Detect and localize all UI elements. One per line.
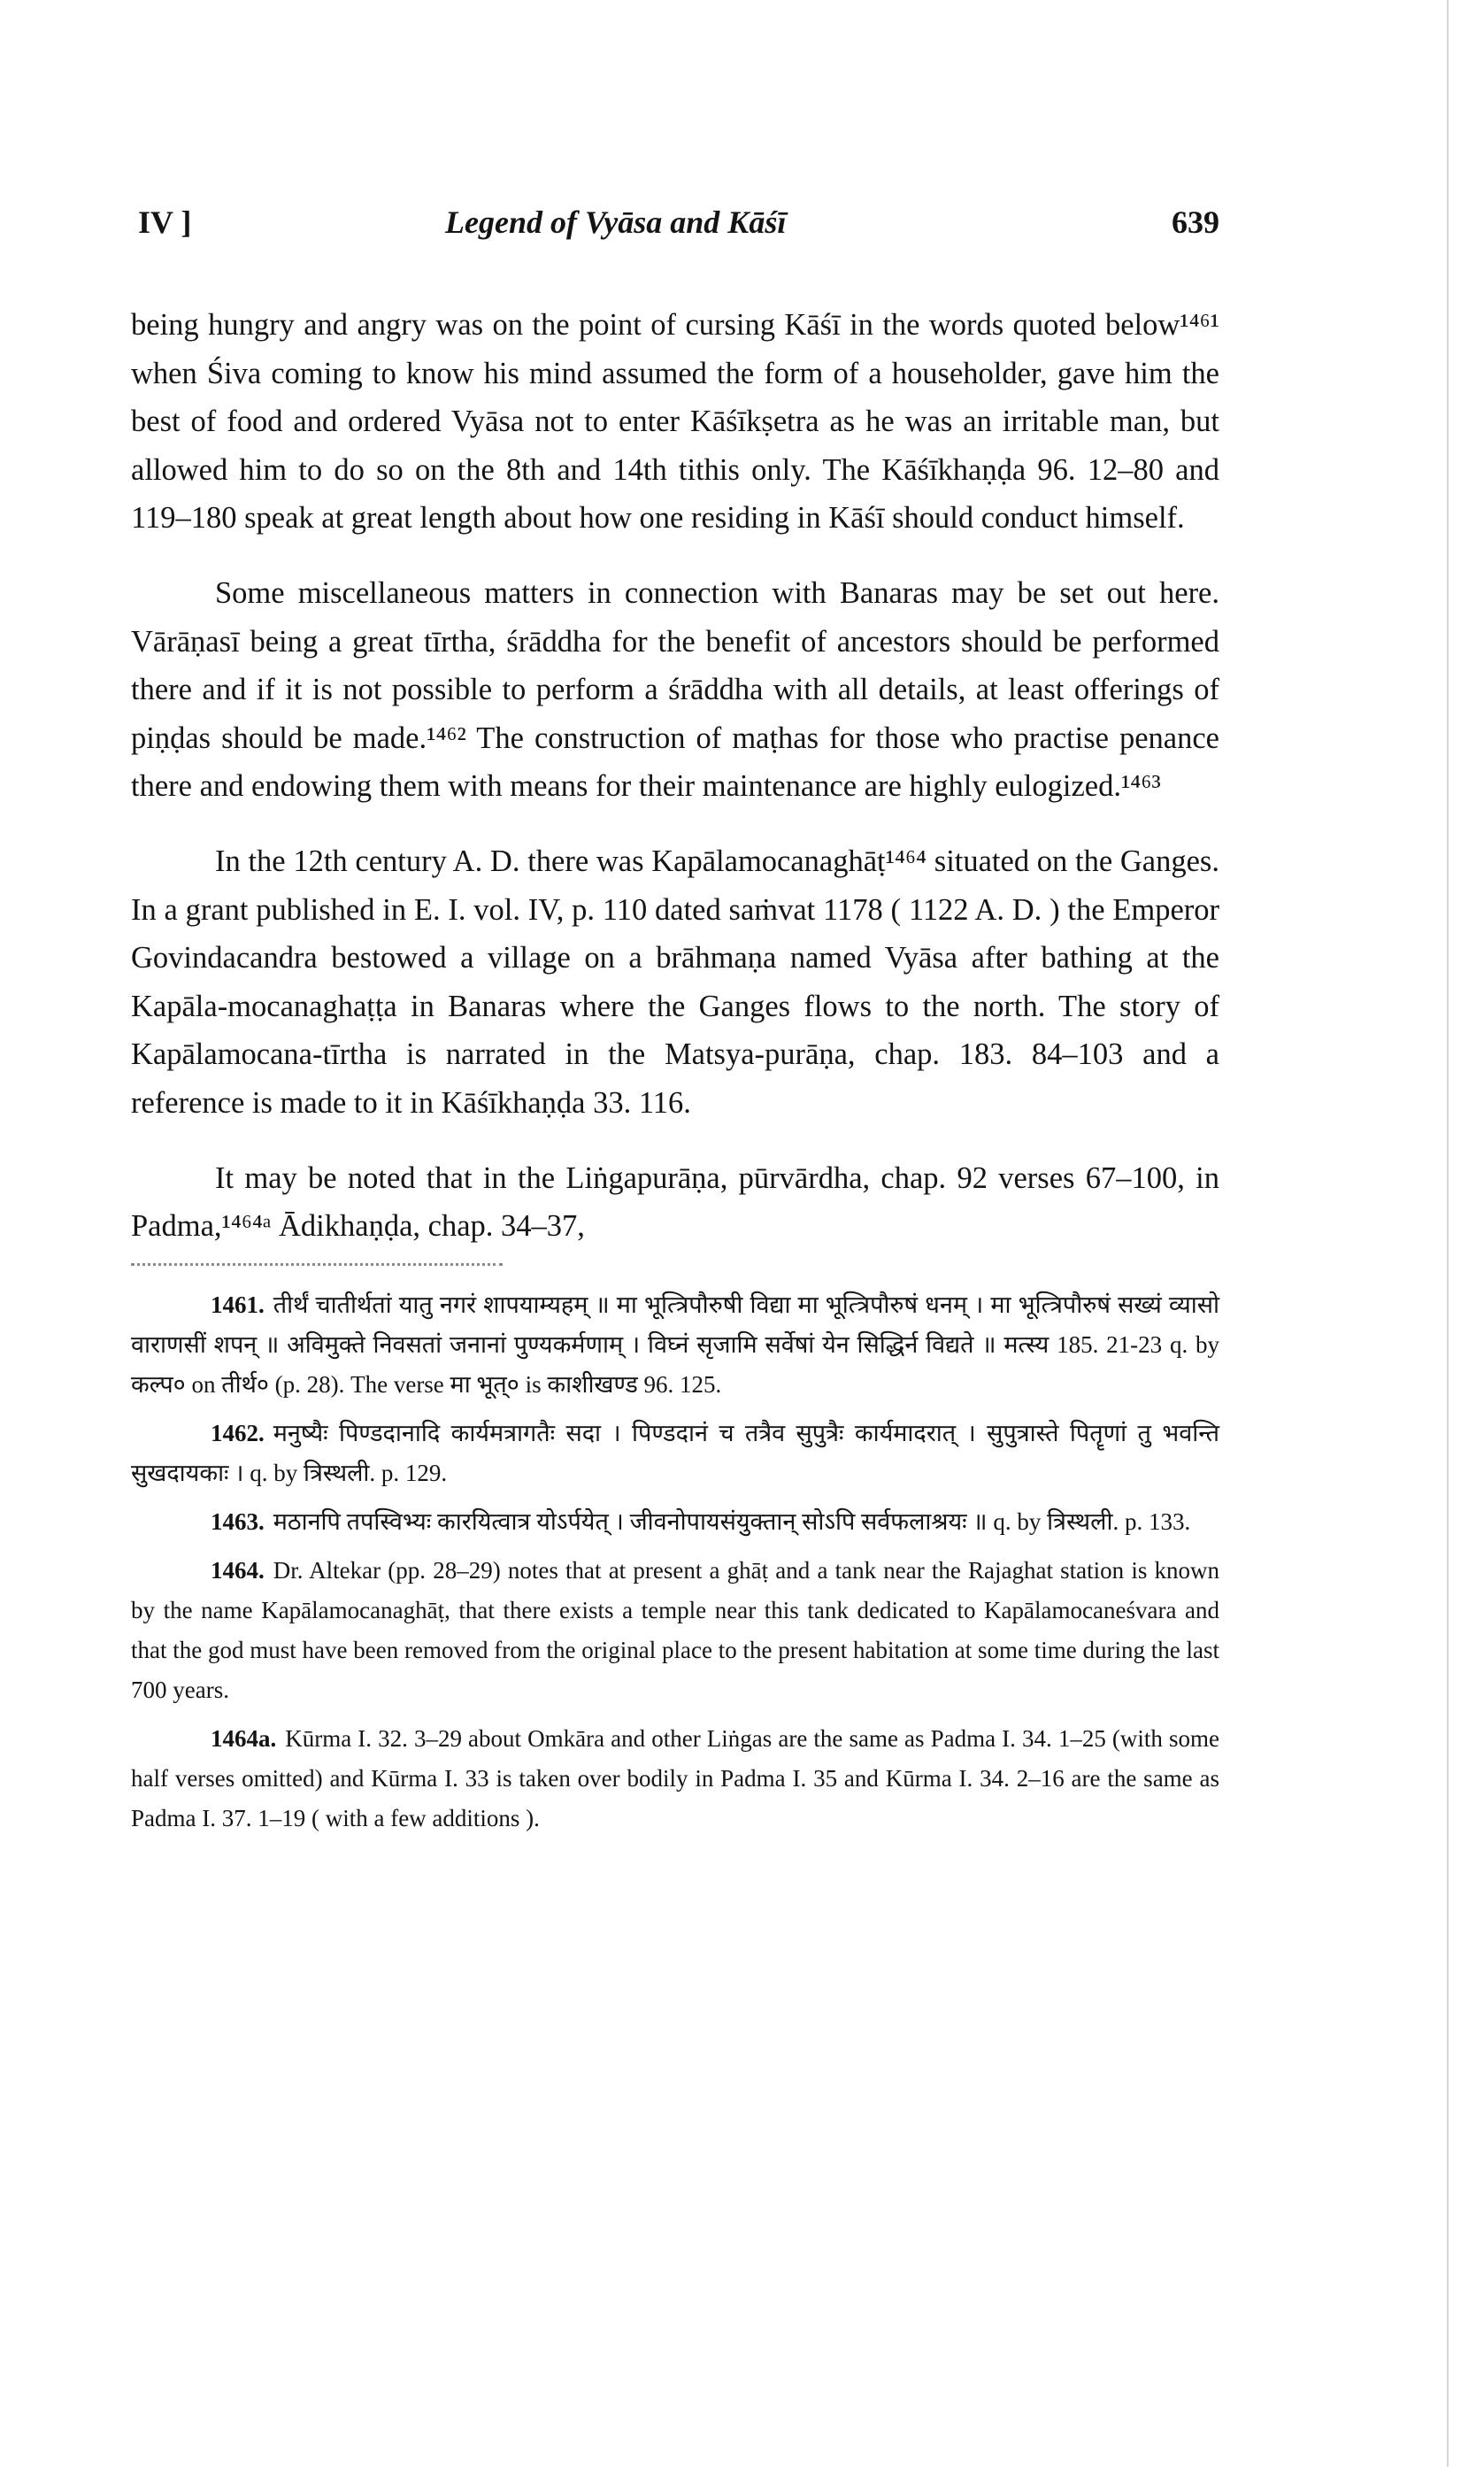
footnote-number: 1461. <box>211 1291 265 1318</box>
main-text <box>131 301 1219 1251</box>
footnote-text: मनुष्यैः पिण्डदानादि कार्यमत्रागतैः सदा । पिण्डदानं च तत्रैव सुपुत्रैः कार्यमादरात् । सुपुत्रास्ते पितॄणां तु भवन्ति सुखदायकाः । q. by त्रिस्थली. p. 129. <box>131 1419 1219 1486</box>
footnote <box>131 1285 1219 1405</box>
footnote-divider <box>131 1254 503 1266</box>
footnote <box>131 1719 1219 1839</box>
running-header <box>131 204 1219 257</box>
running-title: Legend of Vyāsa and Kāśī <box>445 204 787 240</box>
footnote-text: Kūrma I. 32. 3–29 about Omkāra and other Liṅgas are the same as Padma I. 34. 1–25 (with some half verses omitted) and Kūrma I. 33 is taken over bodily in Padma I. 35 and Kūrma I. 34. 2–16 are the same as Padma I. 37. 1–19 ( with a few additions ). <box>131 1724 1219 1831</box>
paragraph: being hungry and angry was on the point of cursing Kāśī in the words quoted below¹⁴⁶¹ when Śiva coming to know his mind assumed the form of a householder, gave him the best of food and ordered Vyāsa not to enter Kāśīkṣetra as he was an irritable man, but allowed him to do so on the 8th and 14th tithis only. The Kāśīkhaṇḍa 96. 12–80 and 119–180 speak at great length about how one residing in Kāśī should conduct himself. <box>131 308 1219 536</box>
paragraph: In the 12th century A. D. there was Kapālamocanaghāṭ¹⁴⁶⁴ situated on the Ganges. In a grant published in E. I. vol. IV, p. 110 dated saṁvat 1178 ( 1122 A. D. ) the Emperor Govindacandra bestowed a village on a brāhmaṇa named Vyāsa after bathing at the Kapāla-mocanaghaṭṭa in Banaras where the Ganges flows to the north. The story of Kapālamocana-tīrtha is narrated in the Matsya-purāṇa, chap. 183. 84–103 and a reference is made to it in Kāśīkhaṇḍa 33. 116. <box>131 844 1219 1120</box>
footnotes <box>131 1285 1219 1839</box>
scan-edge-line <box>1447 0 1449 2467</box>
paragraph: It may be noted that in the Liṅgapurāṇa, pūrvārdha, chap. 92 verses 67–100, in Padma,¹⁴⁶⁴ᵃ Ādikhaṇḍa, chap. 34–37, <box>131 1160 1219 1244</box>
footnote-number: 1463. <box>211 1507 265 1535</box>
footnote <box>131 1551 1219 1710</box>
footnote-number: 1464a. <box>211 1724 277 1752</box>
footnote <box>131 1414 1219 1493</box>
page-number: 639 <box>1172 204 1219 240</box>
footnote <box>131 1502 1219 1542</box>
footnote-text: Dr. Altekar (pp. 28–29) notes that at present a ghāṭ and a tank near the Rajaghat station is known by the name Kapālamocanaghāṭ, that there exists a temple near this tank dedicated to Kapālamocaneśvara and that the god must have been removed from the original place to the present habitation at some time during the last 700 years. <box>131 1556 1219 1703</box>
footnote-number: 1462. <box>211 1419 265 1446</box>
paragraph: Some miscellaneous matters in connection with Banaras may be set out here. Vārāṇasī being a great tīrtha, śrāddha for the benefit of ancestors should be performed there and if it is not possible to perform a śrāddha with all details, at least offerings of piṇḍas should be made.¹⁴⁶² The construction of maṭhas for those who practise penance there and endowing them with means for their maintenance are highly eulogized.¹⁴⁶³ <box>131 575 1219 804</box>
footnote-number: 1464. <box>211 1556 265 1584</box>
chapter-number: IV ] <box>138 204 192 240</box>
page-content <box>131 204 1219 1847</box>
footnote-text: मठानपि तपस्विभ्यः कारयित्वात्र योऽर्पयेत् । जीवनोपायसंयुक्तान् सोऽपि सर्वफलाश्रयः ॥ q. by त्रिस्थली. p. 133. <box>273 1507 1191 1535</box>
footnote-text: तीर्थं चातीर्थतां यातु नगरं शापयाम्यहम् ॥ मा भूत्त्रिपौरुषी विद्या मा भूत्त्रिपौरुषं धनम् । मा भूत्त्रिपौरुषं सख्यं व्यासो वाराणसीं शपन् ॥ अविमुक्ते निवसतां जनानां पुण्यकर्मणाम् । विघ्नं सृजामि सर्वेषां येन सिद्धिर्न विद्यते ॥ मत्स्य 185. 21-23 q. by कल्प० on तीर्थ० (p. 28). The verse मा भूत्० is काशीखण्ड 96. 125. <box>131 1291 1219 1398</box>
